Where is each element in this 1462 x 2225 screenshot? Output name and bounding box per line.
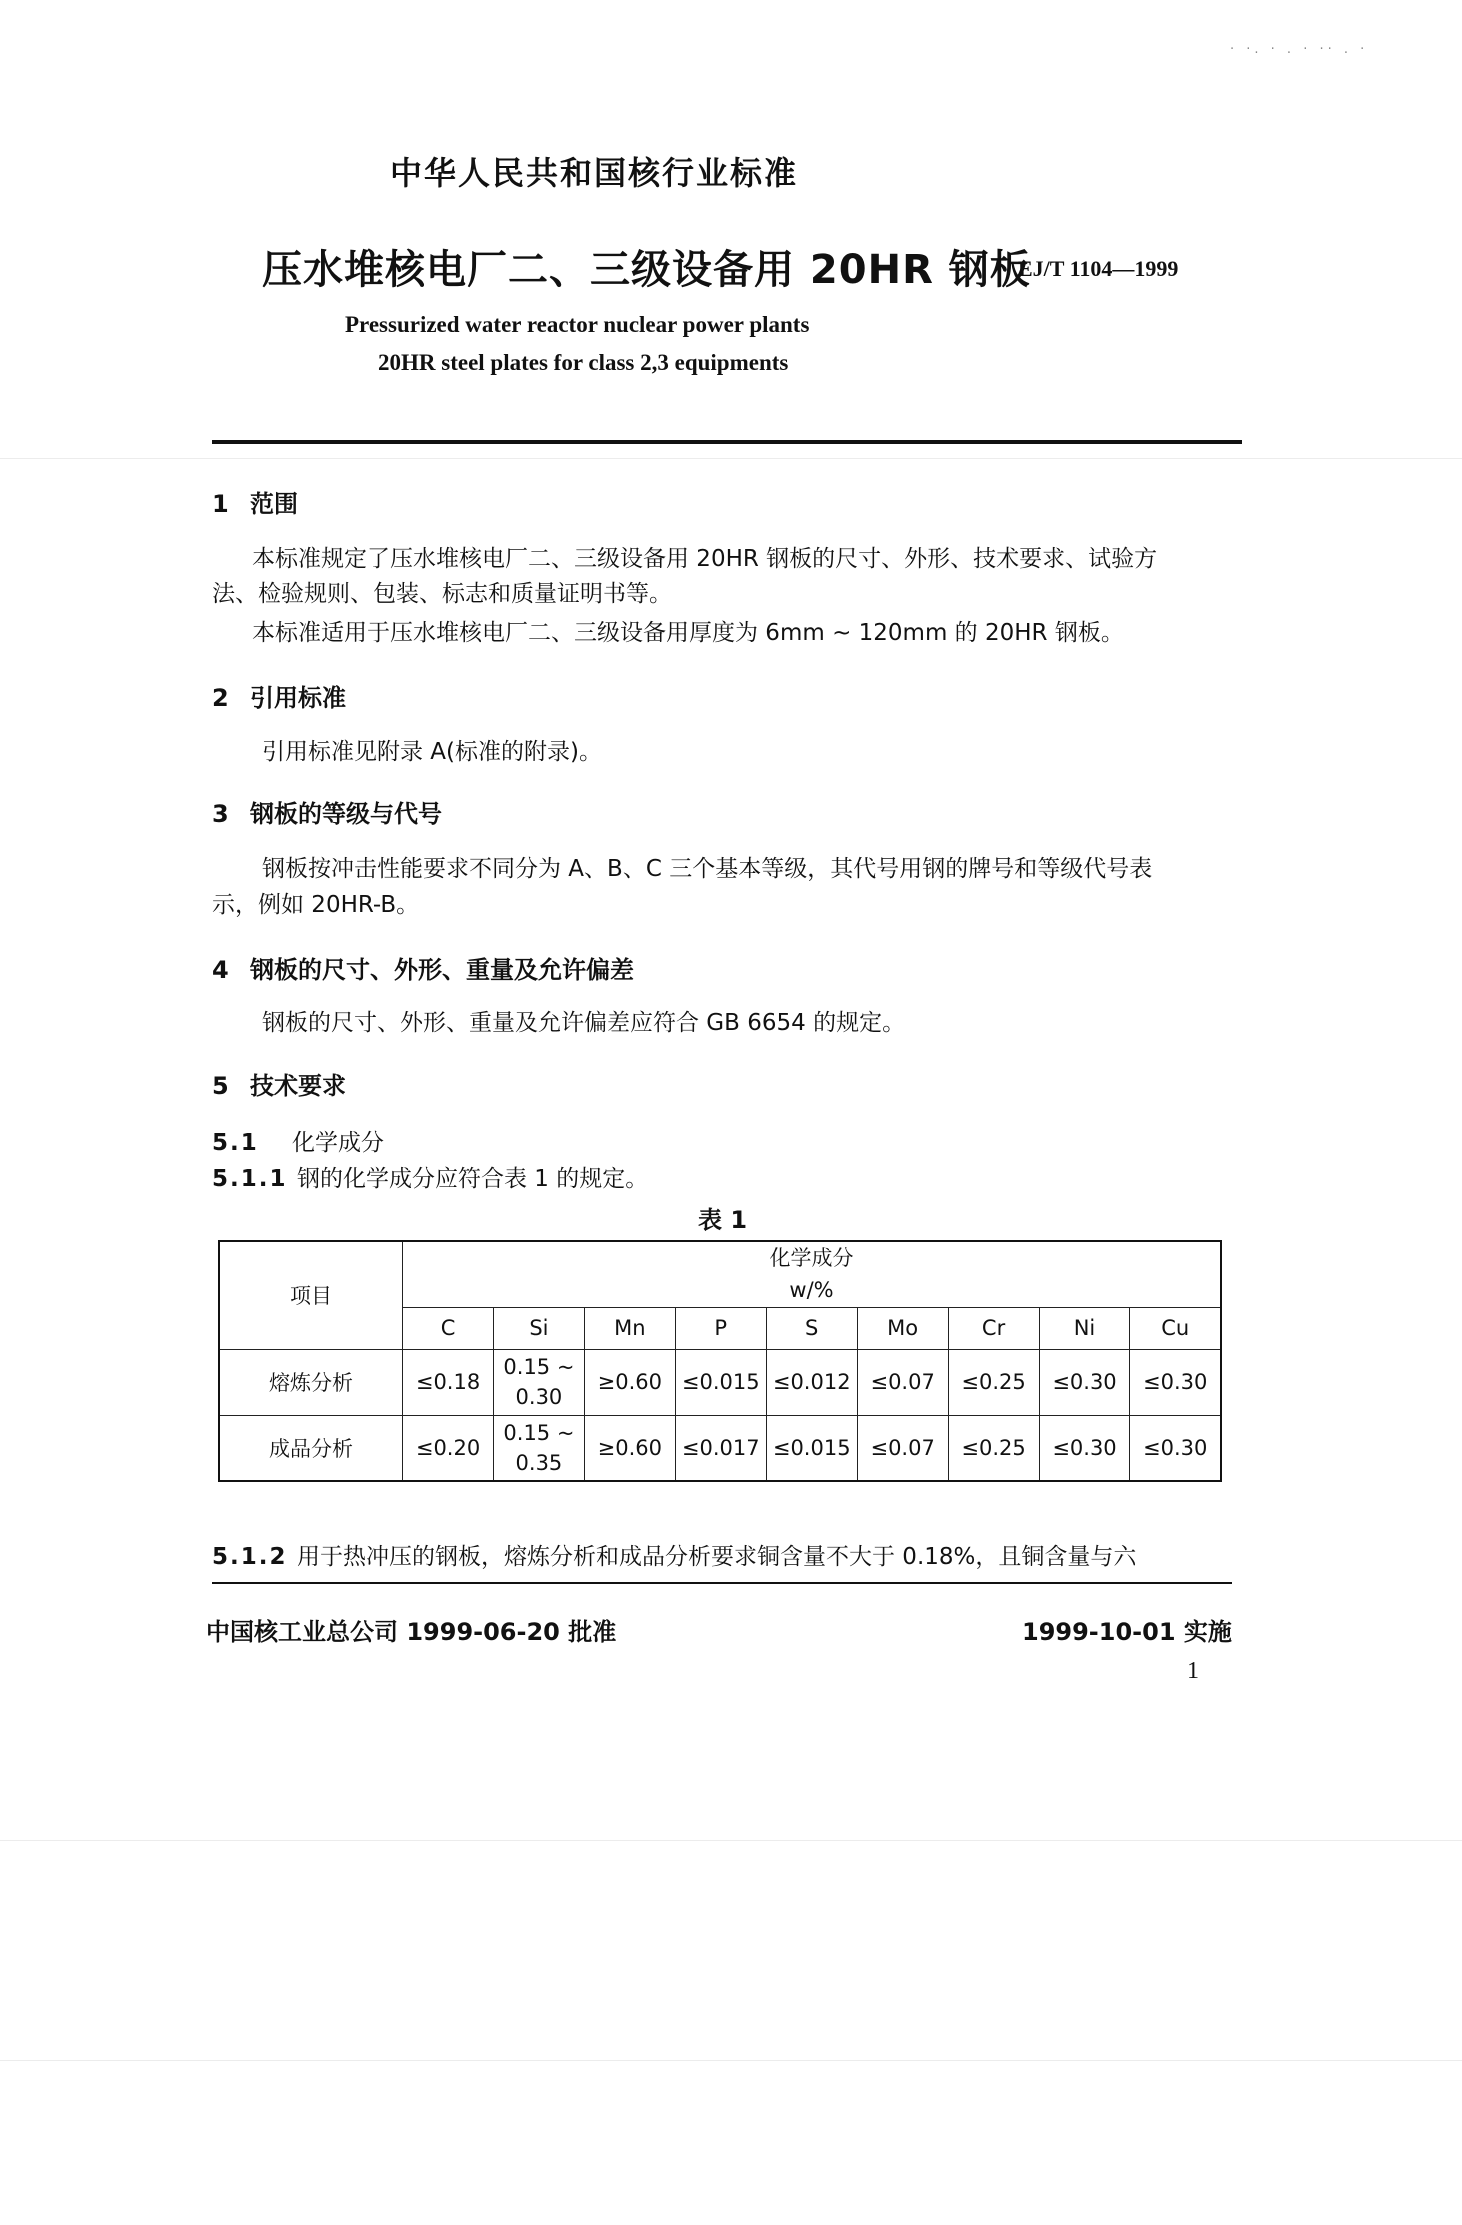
unit-label: w/%	[789, 1278, 834, 1303]
table-row	[219, 1349, 1221, 1415]
table-cell: ≥0.60	[584, 1415, 675, 1481]
table-cell: ≤0.015	[766, 1415, 857, 1481]
si-range-start: 0.15 ~	[503, 1420, 575, 1445]
column-header: P	[675, 1307, 766, 1349]
header-divider	[212, 440, 1242, 444]
table-cell: ≤0.25	[948, 1349, 1039, 1415]
table-cell: ≤0.015	[675, 1349, 766, 1415]
column-header: Mo	[857, 1307, 948, 1349]
section-title: 引用标准	[250, 684, 346, 712]
scan-artifact-line	[0, 2060, 1462, 2061]
section-4-heading	[212, 950, 634, 985]
table-cell: ≤0.30	[1039, 1349, 1130, 1415]
page-number: 1	[1187, 1658, 1199, 1684]
section-2-heading	[212, 678, 346, 713]
table-cell: ≥0.60	[584, 1349, 675, 1415]
english-title-line1: Pressurized water reactor nuclear power plants	[345, 312, 810, 337]
column-header: Cr	[948, 1307, 1039, 1349]
section-3-paragraph-line: 钢板按冲击性能要求不同分为 A、B、C 三个基本等级，其代号用钢的牌号和等级代号表	[262, 856, 1153, 882]
item-header: 项目	[219, 1241, 403, 1349]
table-cell: ≤0.18	[403, 1349, 494, 1415]
column-header: Si	[493, 1307, 584, 1349]
table-caption: 表 1	[698, 1206, 748, 1234]
issuing-organization: 中华人民共和国核行业标准	[390, 154, 799, 192]
section-title: 钢板的等级与代号	[250, 800, 442, 828]
section-number: 3	[212, 800, 229, 828]
table-cell: ≤0.25	[948, 1415, 1039, 1481]
row-label: 成品分析	[219, 1415, 403, 1481]
column-header: C	[403, 1307, 494, 1349]
section-2-paragraph: 引用标准见附录 A(标准的附录)。	[262, 739, 602, 765]
table-cell: ≤0.30	[1130, 1415, 1221, 1481]
group-header-label: 化学成分	[769, 1246, 854, 1271]
section-1-paragraph-line: 本标准规定了压水堆核电厂二、三级设备用 20HR 钢板的尺寸、外形、技术要求、试验方	[252, 546, 1158, 572]
table-cell: ≤0.30	[1130, 1349, 1221, 1415]
clause-number: 5.1.2	[212, 1544, 288, 1570]
clause-5-1-2	[212, 1538, 1136, 1571]
table-cell: ≤0.20	[403, 1415, 494, 1481]
table-cell: ≤0.07	[857, 1415, 948, 1481]
table-row	[219, 1415, 1221, 1481]
section-1-heading	[212, 484, 298, 519]
section-title: 技术要求	[250, 1072, 346, 1100]
section-number: 1	[212, 490, 229, 518]
footer-divider	[212, 1582, 1232, 1584]
row-label: 熔炼分析	[219, 1349, 403, 1415]
section-5-heading	[212, 1066, 346, 1101]
section-title: 钢板的尺寸、外形、重量及允许偏差	[250, 956, 634, 984]
composition-group-header	[403, 1241, 1221, 1307]
standard-code: EJ/T 1104—1999	[1018, 256, 1179, 281]
table-cell: ≤0.012	[766, 1349, 857, 1415]
table-cell: ≤0.07	[857, 1349, 948, 1415]
si-range-start: 0.15 ~	[503, 1355, 575, 1379]
si-range-end: 0.30	[515, 1385, 563, 1409]
scan-artifact-line	[0, 1840, 1462, 1841]
document-title: 压水堆核电厂二、三级设备用 20HR 钢板	[262, 247, 1031, 293]
table-cell	[493, 1349, 584, 1415]
section-3-paragraph-line: 示，例如 20HR-B。	[212, 892, 420, 918]
si-range-end: 0.35	[515, 1450, 563, 1475]
section-number: 4	[212, 956, 229, 984]
column-header: Mn	[584, 1307, 675, 1349]
clause-text: 钢的化学成分应符合表 1 的规定。	[297, 1166, 649, 1192]
section-1-paragraph-2: 本标准适用于压水堆核电厂二、三级设备用厚度为 6mm ~ 120mm 的 20HR 钢板。	[252, 620, 1124, 646]
implementation-date: 1999-10-01 实施	[1022, 1618, 1232, 1646]
table-cell: ≤0.017	[675, 1415, 766, 1481]
clause-text: 用于热冲压的钢板，熔炼分析和成品分析要求铜含量不大于 0.18%，且铜含量与六	[297, 1544, 1137, 1570]
table-cell: ≤0.30	[1039, 1415, 1130, 1481]
clause-5-1-1	[212, 1160, 648, 1193]
english-title-line2: 20HR steel plates for class 2,3 equipments	[378, 350, 789, 375]
subsection-title: 化学成分	[292, 1130, 384, 1156]
approval-note: 中国核工业总公司 1999-06-20 批准	[206, 1618, 617, 1646]
section-title: 范围	[250, 490, 298, 518]
section-1-paragraph-line: 法、检验规则、包装、标志和质量证明书等。	[212, 581, 672, 607]
section-number: 5	[212, 1072, 229, 1100]
table-cell	[493, 1415, 584, 1481]
column-header: Ni	[1039, 1307, 1130, 1349]
column-header: Cu	[1130, 1307, 1221, 1349]
subsection-number: 5.1	[212, 1130, 259, 1156]
section-number: 2	[212, 684, 229, 712]
chemical-composition-table	[218, 1240, 1222, 1482]
scan-stamp-marks: · ·. · . · ·· . ·	[1230, 42, 1369, 57]
section-3-heading	[212, 794, 442, 829]
scan-artifact-line	[0, 458, 1462, 459]
column-header: S	[766, 1307, 857, 1349]
clause-number: 5.1.1	[212, 1166, 288, 1192]
table-header-row	[219, 1241, 1221, 1307]
section-4-paragraph: 钢板的尺寸、外形、重量及允许偏差应符合 GB 6654 的规定。	[262, 1010, 906, 1036]
subsection-5-1-heading	[212, 1124, 384, 1157]
